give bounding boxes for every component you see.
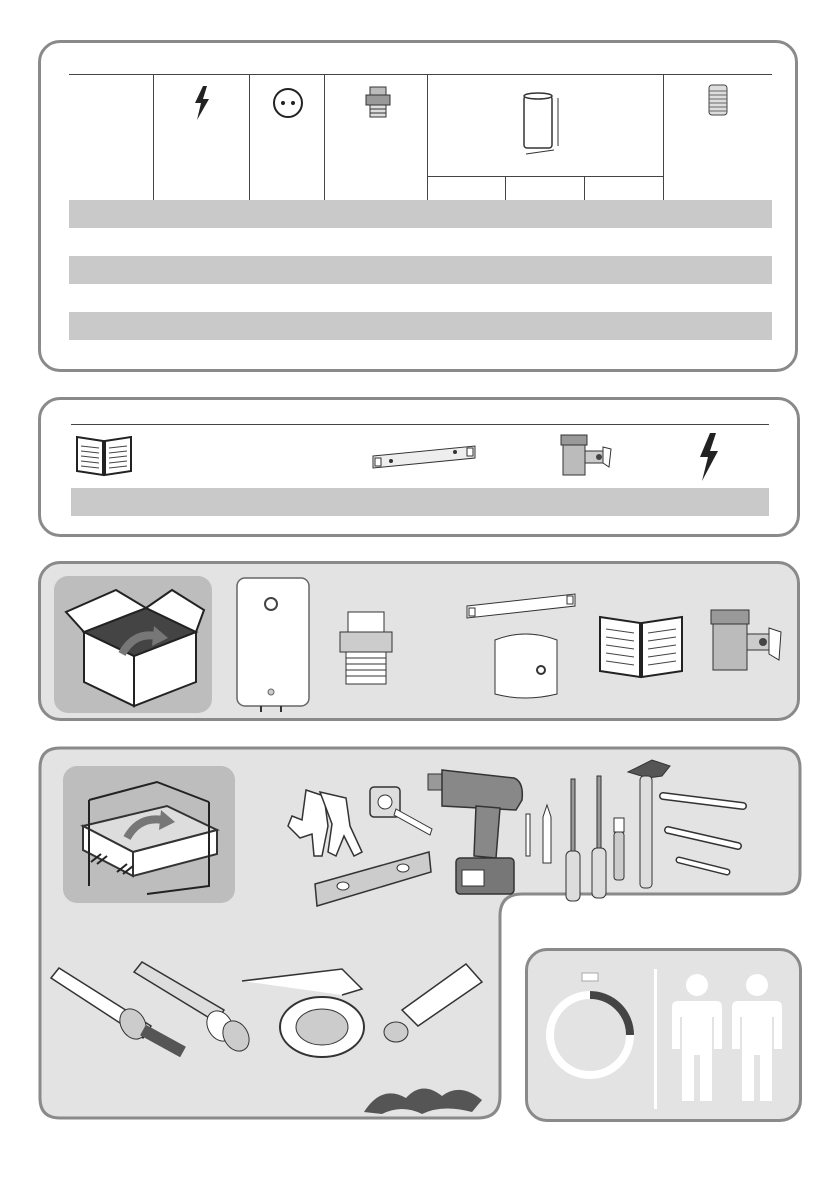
table-row (69, 256, 772, 284)
screwdriver-icon (563, 779, 583, 903)
safety-valve-icon (557, 433, 615, 481)
tank-dimensions-icon (522, 92, 562, 158)
person-icon (730, 973, 784, 1105)
pipe-nut-icon (338, 612, 394, 686)
pipe-connector-icon (364, 87, 392, 119)
contents-row (71, 488, 769, 516)
spirit-level-icon (313, 848, 433, 912)
manual-book-icon (598, 611, 684, 679)
frame-cutout-icon (77, 776, 225, 894)
water-heater-icon (235, 574, 311, 714)
power-bolt-icon (192, 86, 212, 120)
table-sub-divider (505, 176, 506, 200)
pencil-icon (541, 805, 553, 863)
specifications-panel (38, 40, 798, 372)
time-people-divider (654, 969, 657, 1109)
power-bolt-icon (696, 433, 722, 481)
table-top-rule (69, 74, 772, 75)
wrench-icon (655, 790, 751, 818)
socket-icon (272, 87, 304, 119)
table-col-divider (153, 74, 154, 200)
stopwatch-icon (542, 973, 638, 1085)
tape-measure-icon (368, 783, 434, 839)
table-col-divider (663, 74, 664, 200)
drill-icon (426, 770, 526, 898)
table-col-divider (324, 74, 325, 200)
open-box-icon (64, 582, 204, 708)
drill-bit-icon (524, 814, 532, 856)
table-row (69, 200, 772, 228)
table-col-divider (427, 74, 428, 200)
wrench-icon (662, 824, 744, 854)
table-row (69, 312, 772, 340)
frame-cutout-tile (63, 766, 235, 903)
wrench-icon (673, 854, 733, 880)
mounting-bracket-icon (371, 442, 479, 472)
sealant-tube-icon (382, 962, 486, 1046)
package-contents-panel (38, 397, 800, 537)
table-col-divider (249, 74, 250, 200)
table-sub-rule (427, 176, 663, 177)
open-box-tile (54, 576, 212, 713)
hemp-fiber-icon (362, 1078, 486, 1116)
manual-book-icon (75, 433, 133, 477)
contents-top-rule (71, 424, 769, 425)
person-icon (670, 973, 724, 1105)
screwdriver-icon (589, 776, 609, 900)
unboxing-panel (38, 561, 800, 721)
wall-plug-icon (128, 962, 258, 1054)
table-sub-divider (584, 176, 585, 200)
ptfe-tape-icon (242, 967, 370, 1061)
bracket-tank-icon (465, 584, 581, 702)
installation-time-panel (525, 948, 802, 1122)
tank-capacity-icon (708, 83, 728, 117)
safety-valve-icon (705, 608, 785, 678)
